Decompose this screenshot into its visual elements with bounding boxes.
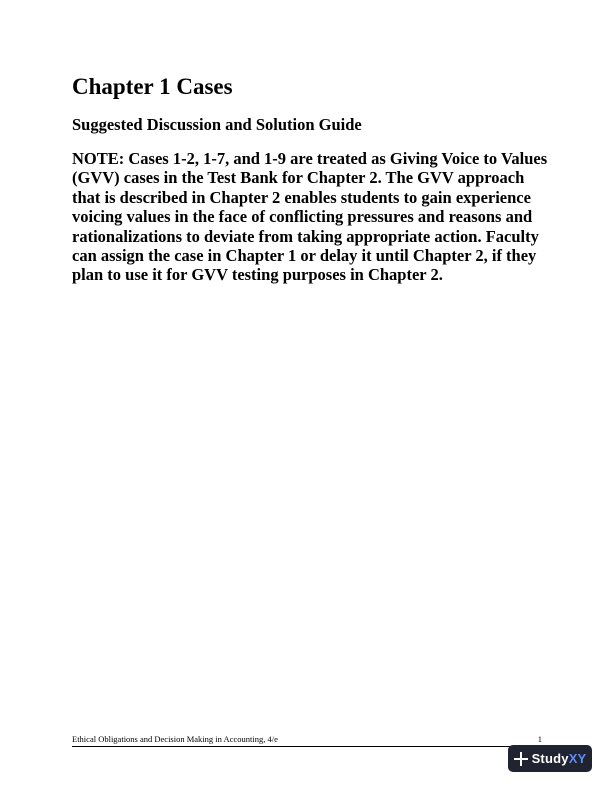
plus-icon — [514, 752, 528, 766]
page-number: 1 — [537, 734, 542, 744]
footer-book-title: Ethical Obligations and Decision Making in Accounting, 4/e — [72, 734, 278, 744]
section-subtitle: Suggested Discussion and Solution Guide — [72, 115, 362, 134]
brand-suffix: XY — [568, 751, 587, 766]
note-paragraph: NOTE: Cases 1-2, 1-7, and 1-9 are treated as Giving Voice to Values (GVV) cases in the Test Bank for Chapter 2. The GVV approach that is described in Chapter 2 enables students to gain experience voicing values in the face of conflicting pressures and reasons and rationalizations to deviate from taking appropriate action. Faculty can assign the case in Chapter 1 or delay it until Chapter 2, if they plan to use it for GVV testing purposes in Chapter 2. — [72, 149, 548, 285]
page-footer — [72, 734, 542, 747]
studyxy-badge[interactable] — [508, 745, 592, 772]
brand-prefix: Study — [531, 751, 569, 766]
chapter-title: Chapter 1 Cases — [72, 74, 233, 99]
studyxy-logo-text — [532, 751, 587, 766]
